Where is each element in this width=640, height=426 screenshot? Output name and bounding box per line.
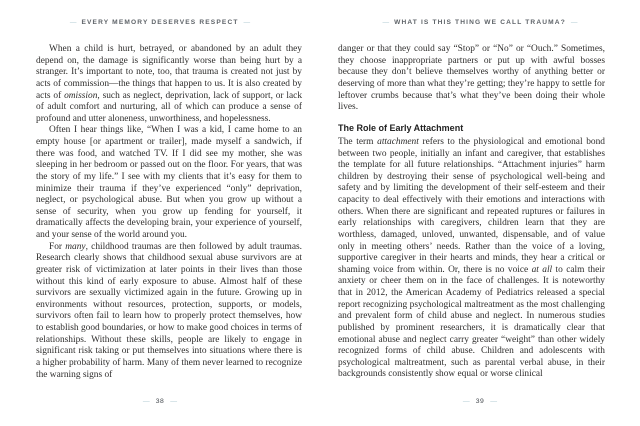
dash-ornament: — [170,398,178,405]
page-footer-left [0,398,320,405]
page-footer-right [320,398,640,405]
running-header-left [0,19,320,26]
dash-ornament: — [382,19,390,26]
dash-ornament: — [142,398,150,405]
running-header-text: WHAT IS THIS THING WE CALL TRAUMA? [394,19,566,26]
body-paragraph: The term attachment refers to the physiological and emotional bond between two people, initially an infant and caregiver, that establishes the template for all future relationships. “Attachment injuries” harm children by destroying their sense of psychological well-being and safety and by limiting the development of their self-esteem and their capacity to deal effectively with their emotions and interactions with others. When there are significant and repeated ruptures or failures in early relationships with caregivers, children learn that they are worthless, damaged, unloved, unwanted, dispensable, and of value only in meeting others’ needs. Rather than the voice of a loving, supportive caregiver in their hearts and minds, they hear a critical or shaming voice from within. Or, there is no voice at all to calm their anxiety or cheer them on in the face of challenges. It is noteworthy that in 2012, the American Academy of Pediatrics released a special report recognizing psychological maltreatment as the most challenging and prevalent form of child abuse and neglect. In numerous studies published by prominent researchers, it is dramatically clear that emotional abuse and neglect carry greater “weight” than other widely recognized forms of child abuse. Children and adolescents with psychological maltreatment, such as parental verbal abuse, in their backgrounds consistently show equal or worse clinical [338,136,605,380]
dash-ornament: — [570,19,578,26]
body-paragraph: When a child is hurt, betrayed, or abandoned by an adult they depend on, the damage is significantly worse than being hurt by a stranger. It’s important to note, too, that trauma is created not just by acts of commission—the things that happen to us. It is also created by acts of omission, such as neglect, deprivation, lack of support, or lack of adult comfort and nurturing, all of which can produce a sense of profound and utter aloneness, unworthiness, and hopelessness. [36,44,303,124]
dash-ornament: — [490,398,498,405]
body-text-right [338,44,605,381]
running-header-right [320,19,640,26]
dash-ornament: — [462,398,470,405]
dash-ornament: — [243,19,251,26]
page-number: 39 [475,398,485,405]
body-paragraph: Often I hear things like, “When I was a kid, I came home to an empty house [or apartment or trailer], made myself a sandwich, if there was food, and watched TV. If I did see my mother, she was sleeping in her bedroom or passed out on the floor. For years, that was the story of my life.” I see with my clients that it’s easy for them to minimize their trauma if they’ve experienced “only” deprivation, neglect, or psychological abuse. But when you grow up without a sense of security, when you grow up fending for yourself, it dramatically affects the developing brain, your experience of yourself, and your sense of the world around you. [36,125,302,240]
page-number: 38 [155,398,165,405]
body-text-left [36,44,302,381]
body-paragraph: danger or that they could say “Stop” or “No” or “Ouch.” Sometimes, they choose inappropriate partners or put up with awful bosses because they don’t believe themselves worthy of anything better or deserving of more than what they’re getting; they’re happy to settle for leftover crumbs because that’s what they’ve been doing their whole lives. [338,44,605,113]
section-heading: The Role of Early Attachment [338,122,464,133]
page-right [320,0,640,426]
running-header-text: EVERY MEMORY DESERVES RESPECT [81,19,239,26]
dash-ornament: — [69,19,77,26]
body-paragraph: For many, childhood traumas are then followed by adult traumas. Research clearly shows that childhood sexual abuse survivors are at greater risk of victimization at later points in their lives than those without this kind of early exposure to abuse. Almost half of these survivors are sexually victimized again in the future. Growing up in environments without resources, protection, supports, or models, survivors often fail to learn how to properly protect themselves, how to establish good boundaries, or how to make good choices in terms of relationships. Without these skills, people are likely to engage in significant risk taking or put themselves into situations where there is a higher probability of harm. Many of them never learned to recognize the warning signs of [36,241,302,380]
